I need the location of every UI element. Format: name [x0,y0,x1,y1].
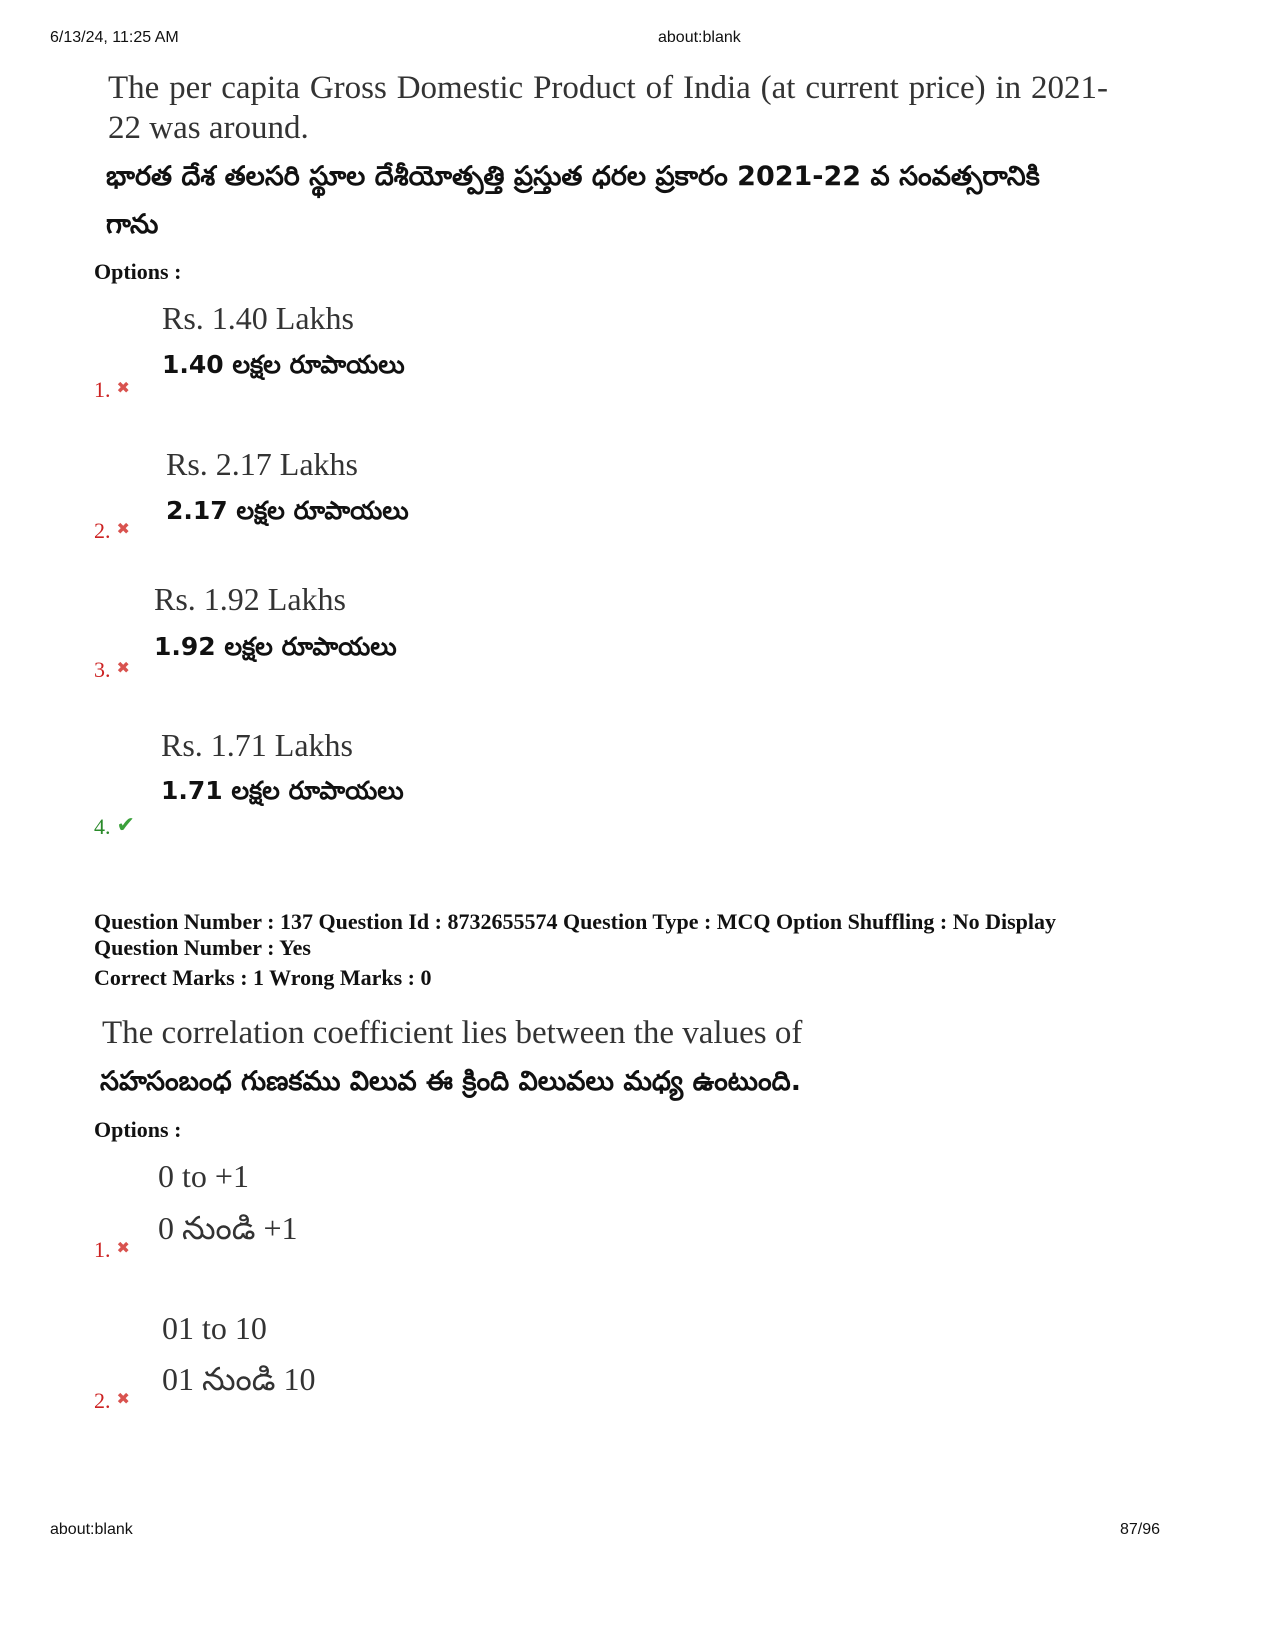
cross-mark-icon: ✖ [116,380,130,397]
option-4-telugu: 1.71 లక్షల రూపాయలు [161,776,404,805]
question-meta-line-2: Question Number : Yes [94,935,311,960]
option-2-english: Rs. 2.17 Lakhs [166,446,358,482]
option-1-english: Rs. 1.40 Lakhs [162,300,354,336]
option-1-telugu: 1.40 లక్షల రూపాయలు [162,350,405,379]
cross-mark-icon: ✖ [116,660,130,677]
option-1-english: 0 to +1 [158,1158,249,1194]
option-2-number: 2. ✖ [94,1388,130,1413]
cross-mark-icon: ✖ [116,1391,130,1408]
page-number: 87/96 [1120,1521,1161,1538]
question-text-english: The correlation coefficient lies between the values of [102,1015,803,1051]
question-text-telugu: భారత దేశ తలసరి స్థూల దేశీయోత్పత్తి ప్రస్తుత ధరల ప్రకారం 2021-22 వ సంవత్సరానికి గాను [106,161,1040,240]
options-label: Options : [94,1117,182,1142]
option-1-number: 1. ✖ [94,1237,130,1262]
options-label: Options : [94,259,182,284]
question-text-telugu: సహసంబంధ గుణకము విలువ ఈ క్రింది విలువలు మధ్య ఉంటుంది. [100,1066,801,1097]
option-2-telugu: 2.17 లక్షల రూపాయలు [166,496,409,525]
option-2-telugu: 01 నుండి 10 [162,1361,316,1397]
option-3-english: Rs. 1.92 Lakhs [154,581,346,617]
option-2-number: 2. ✖ [94,518,130,543]
cross-mark-icon: ✖ [116,1240,130,1257]
header-datetime: 6/13/24, 11:25 AM [50,29,179,46]
option-2-english: 01 to 10 [162,1310,267,1346]
check-mark-icon: ✔ [116,812,135,837]
footer-url: about:blank [50,1521,133,1538]
question-marks: Correct Marks : 1 Wrong Marks : 0 [94,965,432,990]
option-3-number: 3. ✖ [94,657,130,682]
option-4-number: 4. ✔ [94,812,135,839]
option-3-telugu: 1.92 లక్షల రూపాయలు [154,632,397,661]
option-1-telugu: 0 నుండి +1 [158,1210,298,1246]
question-meta-line-1: Question Number : 137 Question Id : 8732655574 Question Type : MCQ Option Shuffling : No Display [94,909,1057,934]
question-text-english: The per capita Gross Domestic Product of India (at current price) in 2021-22 was around. [108,70,1108,146]
option-1-number: 1. ✖ [94,377,130,402]
option-4-english: Rs. 1.71 Lakhs [161,727,353,763]
cross-mark-icon: ✖ [116,521,130,538]
header-url: about:blank [658,29,741,46]
